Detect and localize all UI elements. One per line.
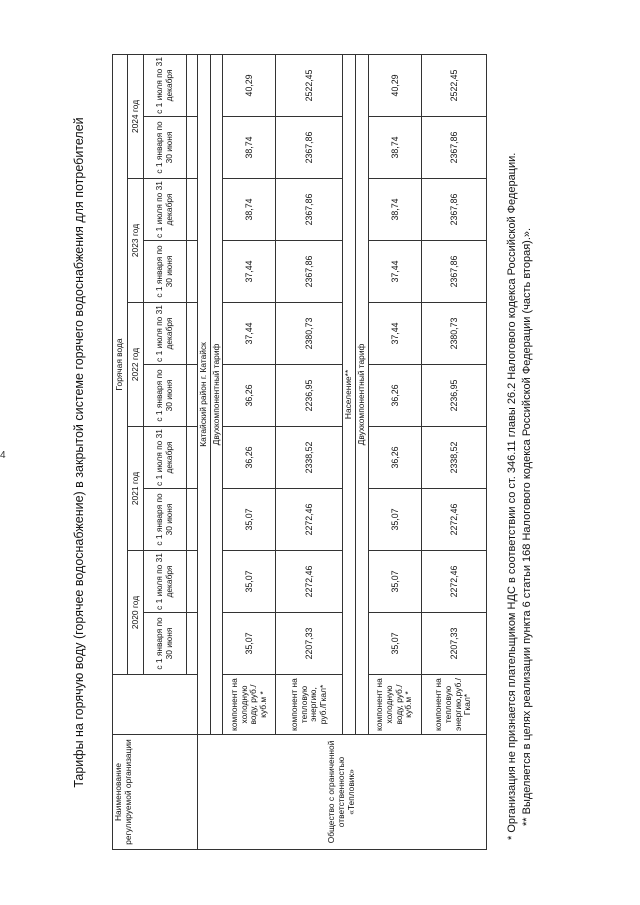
section-two-part-tariff-population: Двухкомпонентный тариф	[355, 54, 368, 734]
spacer-cell	[187, 489, 198, 551]
table-cell: 2272,46	[276, 551, 343, 613]
rotated-page-content	[50, 50, 590, 855]
table-cell: 37,44	[223, 241, 276, 303]
spacer-cell	[187, 54, 198, 116]
table-cell: 37,44	[223, 303, 276, 365]
component-header-cell	[113, 675, 198, 735]
table-cell: 2380,73	[421, 303, 486, 365]
table-cell: 2272,46	[421, 489, 486, 551]
footnotes	[505, 60, 535, 840]
year-header-2024: 2024 год	[128, 54, 144, 178]
table-cell: 38,74	[223, 117, 276, 179]
footnote-vat: * Организация не признается плательщиком НДС в соответствии со ст. 346.11 главы 26.2 Налогового кодекса Российской Федерации.	[506, 152, 518, 840]
row-label-thermal-energy-population: компонент на тепловую энергию,руб./Гкал*	[421, 675, 486, 735]
period-header-2024-h1: с 1 января по 30 июня	[144, 117, 187, 179]
table-cell: 40,29	[368, 54, 421, 116]
table-cell: 37,44	[368, 241, 421, 303]
year-header-2023: 2023 год	[128, 179, 144, 303]
table-cell: 37,44	[368, 303, 421, 365]
table-cell: 2207,33	[421, 613, 486, 675]
year-header-2020: 2020 год	[128, 551, 144, 675]
table-cell: 40,29	[223, 54, 276, 116]
table-cell: 2367,86	[421, 117, 486, 179]
spacer-cell	[187, 427, 198, 489]
table-cell: 2338,52	[421, 427, 486, 489]
spacer-cell	[187, 241, 198, 303]
period-header-2022-h1: с 1 января по 30 июня	[144, 365, 187, 427]
period-header-2021-h1: с 1 января по 30 июня	[144, 489, 187, 551]
table-cell: 36,26	[223, 365, 276, 427]
table-cell: 2367,86	[421, 179, 486, 241]
table-cell: 2272,46	[276, 489, 343, 551]
table-cell: 2236,95	[421, 365, 486, 427]
table-cell: 36,26	[368, 365, 421, 427]
table-cell: 2207,33	[276, 613, 343, 675]
period-header-2020-h1: с 1 января по 30 июня	[144, 613, 187, 675]
spacer-cell	[187, 303, 198, 365]
table-cell: 2338,52	[276, 427, 343, 489]
section-district: Катайский район г. Катайск	[198, 54, 211, 734]
document-title: Тарифы на горячую воду (горячее водоснабжение) в закрытой системе горячего водоснабжения для потребителей	[72, 117, 86, 788]
table-cell: 35,07	[368, 551, 421, 613]
footnote-population: ** Выделяется в целях реализации пункта 6 статьи 168 Налогового кодекса Российской Федерации (часть вторая).».	[521, 227, 533, 826]
spacer-cell	[187, 117, 198, 179]
spacer-cell	[187, 179, 198, 241]
period-header-2020-h2: с 1 июля по 31 декабря	[144, 551, 187, 613]
table-cell: 2380,73	[276, 303, 343, 365]
table-cell: 38,74	[368, 117, 421, 179]
table-cell: 2367,86	[276, 241, 343, 303]
tariff-table	[112, 54, 487, 850]
hot-water-header: Горячая вода	[113, 54, 128, 674]
section-population: Население**	[343, 54, 356, 734]
period-header-2023-h2: с 1 июля по 31 декабря	[144, 179, 187, 241]
table-cell: 35,07	[368, 613, 421, 675]
table-cell: 35,07	[368, 489, 421, 551]
table-cell: 2522,45	[276, 54, 343, 116]
row-label-thermal-energy: компонент на тепловую энергию, руб./Гкал*	[276, 675, 343, 735]
table-cell: 35,07	[223, 613, 276, 675]
table-cell: 2367,86	[276, 179, 343, 241]
org-name-header: Наименование регулируемой организации	[113, 735, 198, 850]
organization-name: Общество с ограниченной ответственностью «Тепловик»	[198, 735, 487, 850]
table-cell: 36,26	[223, 427, 276, 489]
table-cell: 2367,86	[421, 241, 486, 303]
table-cell: 2367,86	[276, 117, 343, 179]
section-two-part-tariff: Двухкомпонентный тариф	[210, 54, 223, 734]
period-header-2022-h2: с 1 июля по 31 декабря	[144, 303, 187, 365]
table-cell: 35,07	[223, 489, 276, 551]
spacer-cell	[187, 365, 198, 427]
page-number: 4	[0, 450, 6, 461]
spacer-cell	[187, 551, 198, 613]
table-cell: 2272,46	[421, 551, 486, 613]
table-cell: 35,07	[223, 551, 276, 613]
table-cell: 38,74	[368, 179, 421, 241]
row-label-cold-water: компонент на холодную воду, руб./куб.м *	[223, 675, 276, 735]
year-header-2021: 2021 год	[128, 427, 144, 551]
period-header-2024-h2: с 1 июля по 31 декабря	[144, 54, 187, 116]
period-header-2023-h1: с 1 января по 30 июня	[144, 241, 187, 303]
table-cell: 36,26	[368, 427, 421, 489]
table-cell: 38,74	[223, 179, 276, 241]
row-label-cold-water-population: компонент на холодную воду, руб./куб.м *	[368, 675, 421, 735]
table-cell: 2522,45	[421, 54, 486, 116]
spacer-cell	[187, 613, 198, 675]
period-header-2021-h2: с 1 июля по 31 декабря	[144, 427, 187, 489]
table-cell: 2236,95	[276, 365, 343, 427]
year-header-2022: 2022 год	[128, 303, 144, 427]
